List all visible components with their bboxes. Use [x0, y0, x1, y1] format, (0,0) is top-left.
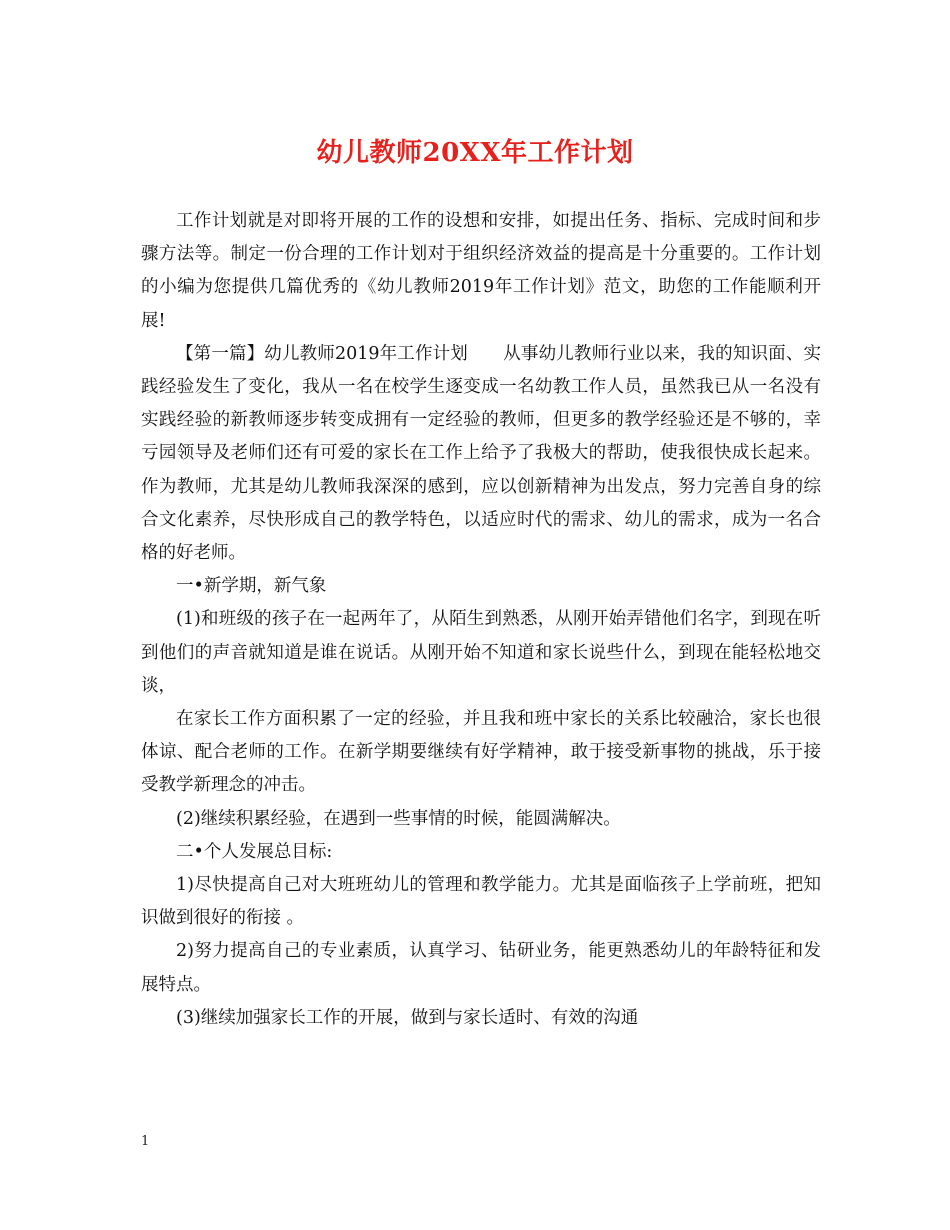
paragraph-goal-3: (3)继续加强家长工作的开展，做到与家长适时、有效的沟通: [176, 1007, 639, 1028]
paragraph-goal-2: 2)努力提高自己的专业素质，认真学习、钻研业务，能更熟悉幼儿的年龄特征和发展特点。: [141, 941, 821, 995]
paragraph-intro: 工作计划就是对即将开展的工作的设想和安排，如提出任务、指标、完成时间和步骤方法等。制定一份合理的工作计划对于组织经济效益的提高是十分重要的。工作计划的小编为您提供几篇优秀的《幼儿教师2019年工作计划》范文，助您的工作能顺利开展!: [141, 211, 821, 331]
document-title: 幼儿教师20XX年工作计划: [316, 138, 634, 168]
section-heading-new-semester: 一•新学期，新气象: [176, 576, 327, 597]
paragraph-parent-work: 在家长工作方面积累了一定的经验，并且我和班中家长的关系比较融洽，家长也很体谅、配合老师的工作。在新学期要继续有好学精神，敢于接受新事物的挑战，乐于接受教学新理念的冲击。: [141, 709, 821, 796]
document-body: [141, 205, 821, 1035]
paragraph-goal-1: 1)尽快提高自己对大班班幼儿的管理和教学能力。尤其是面临孩子上学前班，把知识做到很好的衔接 。: [141, 875, 821, 929]
paragraph-first-article: 【第一篇】幼儿教师2019年工作计划 从事幼儿教师行业以来，我的知识面、实践经验发生了变化，我从一名在校学生逐变成一名幼教工作人员，虽然我已从一名没有实践经验的新教师逐步转变成拥有一定经验的教师，但更多的教学经验还是不够的，幸亏园领导及老师们还有可爱的家长在工作上给予了我极大的帮助，使我很快成长起来。作为教师，尤其是幼儿教师我深深的感到，应以创新精神为出发点，努力完善自身的综合文化素养，尽快形成自己的教学特色，以适应时代的需求、幼儿的需求，成为一名合格的好老师。: [141, 343, 821, 564]
section-heading-personal-goals: 二•个人发展总目标:: [176, 841, 333, 862]
paragraph-item-2: (2)继续积累经验，在遇到一些事情的时候，能圆满解决。: [176, 808, 621, 829]
paragraph-item-1: (1)和班级的孩子在一起两年了，从陌生到熟悉，从刚开始弄错他们名字，到现在听到他们的声音就知道是谁在说话。从刚开始不知道和家长说些什么，到现在能轻松地交谈，: [141, 609, 821, 696]
page-number: 1: [141, 1134, 150, 1149]
